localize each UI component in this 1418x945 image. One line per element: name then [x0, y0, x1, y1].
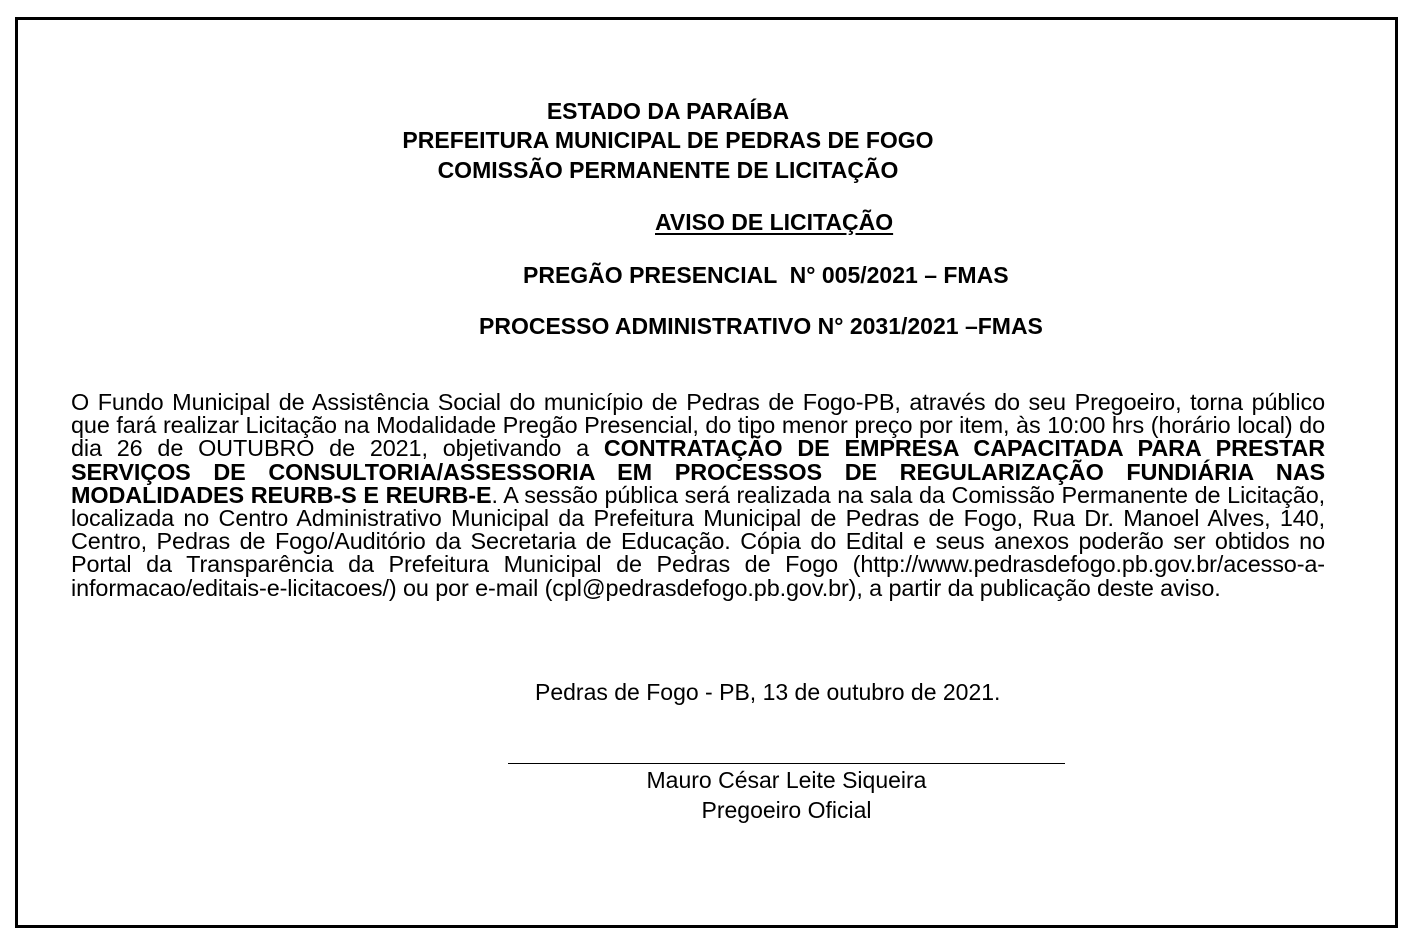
signer-name: Mauro César Leite Siqueira	[646, 767, 927, 793]
header-commission: COMISSÃO PERMANENTE DE LICITAÇÃO	[437, 157, 899, 183]
body-intro: O Fundo Municipal de Assistência Social do município de Pedras de Fogo-PB, através do seu Pregoeiro, torna público que fará realizar Licitação na Modalidade Pregão Presencial, do tipo menor preço por item, às 10:00 hrs (horário local) do dia 26 de OUTUBRO de 2021, objetivando a	[71, 389, 1325, 462]
header-state: ESTADO DA PARAÍBA	[546, 98, 790, 124]
signer-role: Pregoeiro Oficial	[701, 797, 872, 823]
notice-body	[71, 391, 1325, 600]
notice-title: AVISO DE LICITAÇÃO	[655, 209, 894, 235]
processo-number: PROCESSO ADMINISTRATIVO N° 2031/2021 –FMAS	[479, 313, 1043, 339]
body-rest: . A sessão pública será realizada na sala da Comissão Permanente de Licitação, localizada no Centro Administrativo Municipal da Prefeitura Municipal de Pedras de Fogo, Rua Dr. Manoel Alves, 140, Centro, Pedras de Fogo/Auditório da Secretaria de Educação. Cópia do Edital e seus anexos poderão ser obtidos no Portal da Transparência da Prefeitura Municipal de Pedras de Fogo (http://www.pedrasdefogo.pb.gov.br/acesso-a-informacao/editais-e-licitacoes/) ou por e-mail (cpl@pedrasdefogo.pb.gov.br), a partir da publicação deste aviso.	[71, 481, 1325, 601]
pregao-number: PREGÃO PRESENCIAL N° 005/2021 – FMAS	[523, 262, 1009, 288]
signature-line	[508, 763, 1065, 764]
date-line: Pedras de Fogo - PB, 13 de outubro de 2021.	[535, 679, 1001, 705]
header-prefecture: PREFEITURA MUNICIPAL DE PEDRAS DE FOGO	[402, 127, 934, 153]
body-object: CONTRATAÇÃO DE EMPRESA CAPACITADA PARA PRESTAR SERVIÇOS DE CONSULTORIA/ASSESSORIA EM PROCESSOS DE REGULARIZAÇÃO FUNDIÁRIA NAS MODALIDADES REURB-S E REURB-E	[71, 435, 1325, 508]
